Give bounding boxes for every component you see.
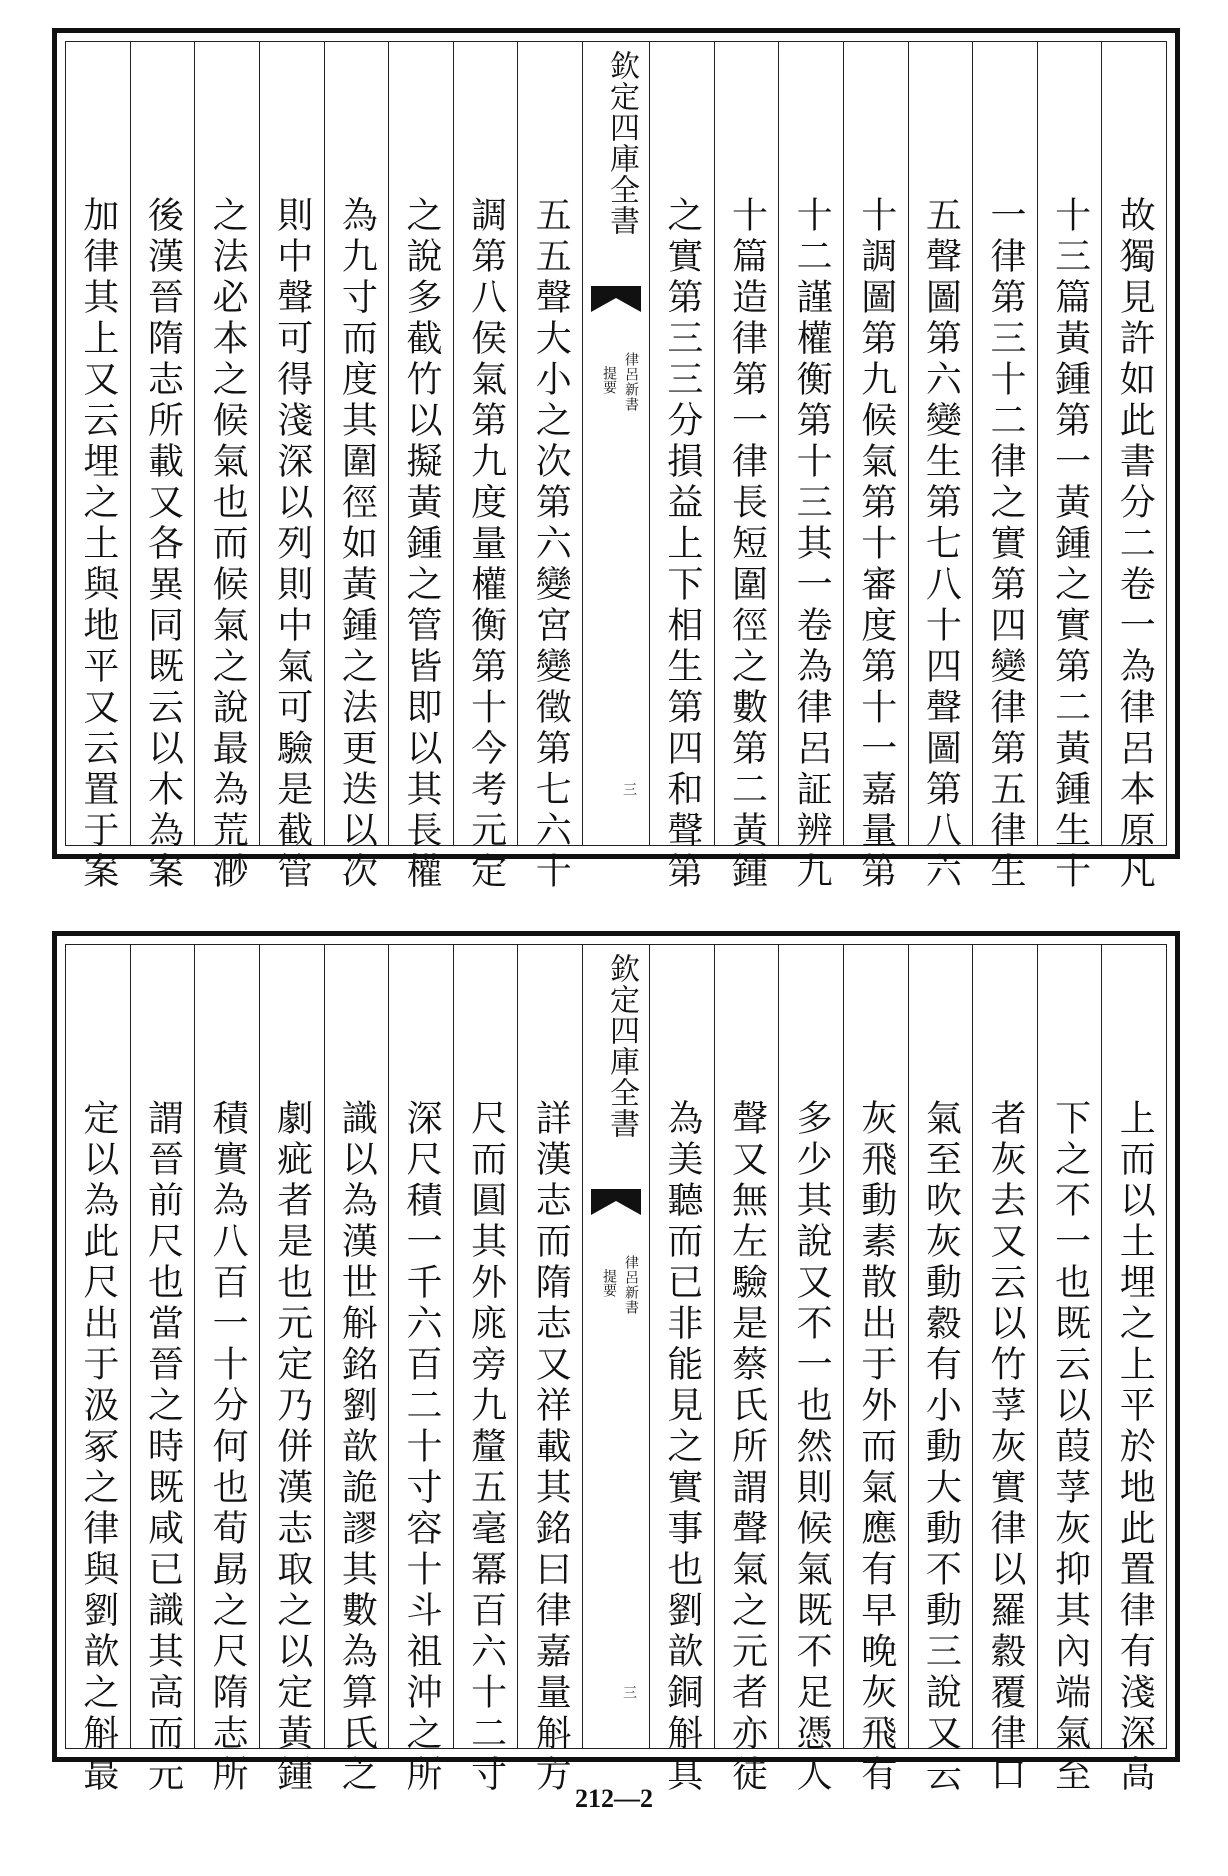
text-column: 謂晉前尺也當晉之時既咸已識其高而元 bbox=[130, 945, 195, 1748]
text-column: 後漢晉隋志所載又各異同既云以木為案 bbox=[130, 42, 195, 845]
text-column: 之說多截竹以擬黃鍾之管皆即以其長權 bbox=[388, 42, 453, 845]
text-column: 十調圖第九候氣第十審度第十一嘉量第 bbox=[843, 42, 908, 845]
text-column: 積實為八百一十分何也荀勗之尺隋志所 bbox=[194, 945, 259, 1748]
text-column: 十篇造律第一律長短圍徑之數第二黃鍾 bbox=[714, 42, 779, 845]
bottom-page bbox=[52, 931, 1180, 1796]
text-column: 之法必本之候氣也而候氣之說最為荒渺 bbox=[194, 42, 259, 845]
text-column: 為九寸而度其圍徑如黃鍾之法更迭以次 bbox=[324, 42, 389, 845]
book-name: 律呂新書 bbox=[623, 1255, 639, 1315]
bottom-page-frame bbox=[65, 944, 1167, 1796]
text-column: 十二謹權衡第十三其一卷為律呂証辨九 bbox=[778, 42, 843, 845]
text-column: 十三篇黃鍾第一黃鍾之實第二黃鍾生十 bbox=[1037, 42, 1102, 845]
page-footer-number: 212—2 bbox=[575, 1784, 653, 1813]
text-column: 五聲圖第六變生第七八十四聲圖第八六 bbox=[908, 42, 973, 845]
section-label: 提要 bbox=[601, 366, 617, 394]
bottom-page-columns bbox=[66, 945, 1166, 1796]
center-fold bbox=[582, 945, 649, 1748]
text-column: 劇疵者是也元定乃併漢志取之以定黃鍾 bbox=[259, 945, 324, 1748]
text-column: 深尺積一千六百二十寸容十斗祖沖之所 bbox=[388, 945, 453, 1748]
text-column: 識以為漢世斛銘劉歆詭謬其數為算氏之 bbox=[324, 945, 389, 1748]
center-fold bbox=[582, 42, 649, 845]
book-name: 律呂新書 bbox=[623, 352, 639, 412]
text-column: 多少其說又不一也然則候氣既不足憑人 bbox=[778, 945, 843, 1748]
running-title: 欽定四庫全書 bbox=[604, 953, 639, 1139]
text-column: 故獨見許如此書分二卷一為律呂本原凡 bbox=[1101, 42, 1166, 845]
text-column: 者灰去又云以竹莩灰實律以羅縠覆律口 bbox=[972, 945, 1037, 1748]
page-number: 三 bbox=[621, 1685, 637, 1699]
text-column: 氣至吹灰動縠有小動大動不動三說又云 bbox=[908, 945, 973, 1748]
text-column: 詳漢志而隋志又祥載其銘曰律嘉量斛方 bbox=[517, 945, 582, 1748]
fish-tail-mark bbox=[591, 286, 641, 312]
text-column: 灰飛動素散出于外而氣應有早晚灰飛有 bbox=[843, 945, 908, 1748]
text-column: 加律其上又云埋之土與地平又云置于案 bbox=[77, 196, 119, 893]
page-number: 三 bbox=[621, 782, 637, 796]
text-column: 定以為此尺出于汲冢之律與劉歆之斛最 bbox=[77, 1099, 119, 1796]
text-column: 聲又無左驗是蔡氏所謂聲氣之元者亦徒 bbox=[714, 945, 779, 1748]
text-column: 上而以土埋之上平於地此置律有淺深高 bbox=[1101, 945, 1166, 1748]
text-column: 調第八侯氣第九度量權衡第十今考元定 bbox=[453, 42, 518, 845]
section-label: 提要 bbox=[601, 1269, 617, 1297]
text-column: 五五聲大小之次第六變宮變徵第七六十 bbox=[517, 42, 582, 845]
running-title: 欽定四庫全書 bbox=[604, 50, 639, 236]
text-column: 則中聲可得淺深以列則中氣可驗是截管 bbox=[259, 42, 324, 845]
top-page bbox=[52, 28, 1180, 893]
text-column: 下之不一也既云以葭莩灰抑其內端氣至 bbox=[1037, 945, 1102, 1748]
text-column: 尺而圓其外庣旁九釐五毫冪百六十二寸 bbox=[453, 945, 518, 1748]
fish-tail-mark bbox=[591, 1189, 641, 1215]
text-column: 之實第三三分損益上下相生第四和聲第 bbox=[649, 42, 714, 845]
text-column: 為美聽而已非能見之實事也劉歆銅斛具 bbox=[649, 945, 714, 1748]
top-page-frame bbox=[65, 41, 1167, 893]
top-page-columns bbox=[66, 42, 1166, 893]
text-column: 一律第三十二律之實第四變律第五律生 bbox=[972, 42, 1037, 845]
